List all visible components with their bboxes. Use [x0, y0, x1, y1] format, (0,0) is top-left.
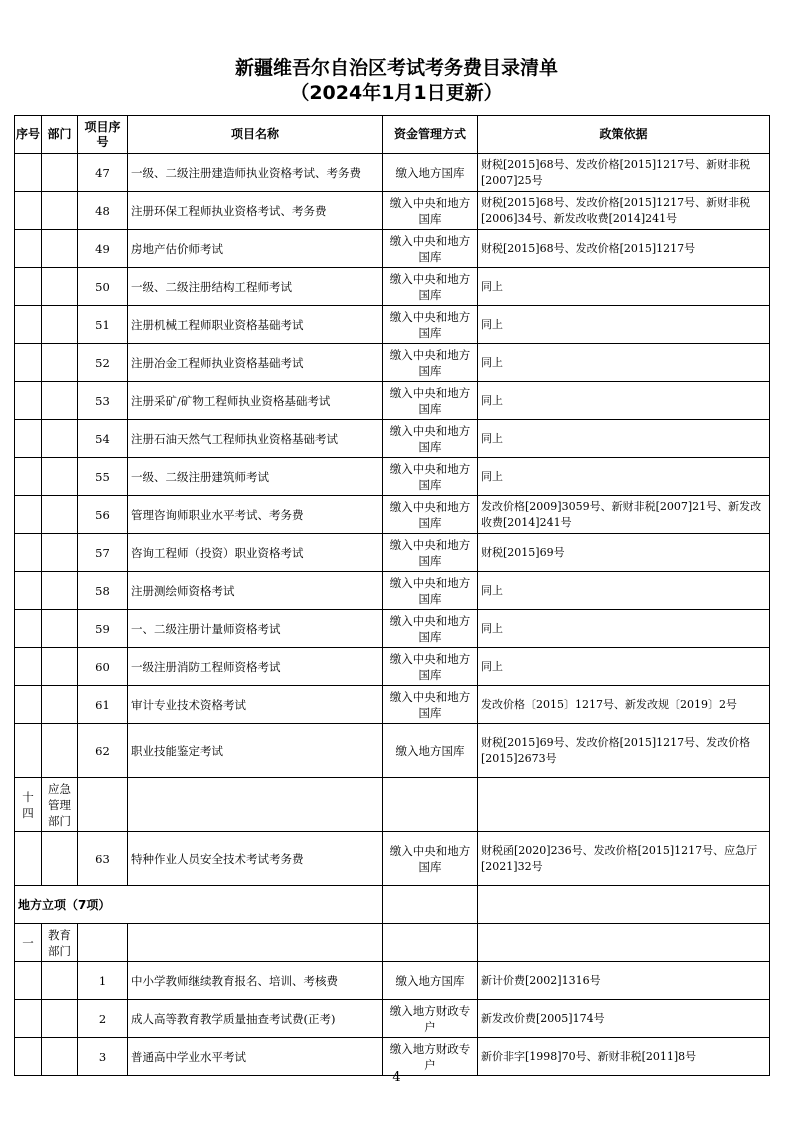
fee-catalog-table [14, 115, 770, 1076]
document-title: 新疆维吾尔自治区考试考务费目录清单 [234, 57, 558, 79]
fund-method: 缴入地方财政专户 [383, 1000, 478, 1038]
fund-method: 缴入中央和地方国库 [383, 382, 478, 420]
item-no: 52 [78, 344, 128, 382]
table-row [15, 344, 770, 382]
header-dept: 部门 [42, 116, 78, 154]
item-name: 一级、二级注册建造师执业资格考试、考务费 [128, 154, 383, 192]
item-no: 57 [78, 534, 128, 572]
item-name: 一、二级注册计量师资格考试 [128, 610, 383, 648]
fund-method: 缴入中央和地方国库 [383, 610, 478, 648]
policy-basis: 财税[2015]68号、发改价格[2015]1217号、新财非税[2007]25号 [478, 154, 770, 192]
policy-basis: 发改价格[2009]3059号、新财非税[2007]21号、新发改收费[2014]241号 [478, 496, 770, 534]
item-no: 50 [78, 268, 128, 306]
fund-method: 缴入中央和地方国库 [383, 496, 478, 534]
item-no: 1 [78, 962, 128, 1000]
item-name: 成人高等教育教学质量抽查考试费(正考) [128, 1000, 383, 1038]
document-subtitle-date: （2024年1月1日更新） [290, 82, 503, 104]
item-no: 3 [78, 1038, 128, 1076]
policy-basis: 同上 [478, 344, 770, 382]
section-seq: 十四 [15, 778, 42, 832]
item-name: 注册冶金工程师执业资格基础考试 [128, 344, 383, 382]
header-fund: 资金管理方式 [383, 116, 478, 154]
item-name: 注册采矿/矿物工程师执业资格基础考试 [128, 382, 383, 420]
local-items-header-row [15, 886, 770, 924]
policy-basis: 财税[2015]68号、发改价格[2015]1217号 [478, 230, 770, 268]
item-name: 注册环保工程师执业资格考试、考务费 [128, 192, 383, 230]
table-row [15, 686, 770, 724]
fund-method: 缴入中央和地方国库 [383, 268, 478, 306]
header-seq: 序号 [15, 116, 42, 154]
policy-basis: 财税函[2020]236号、发改价格[2015]1217号、应急厅[2021]32号 [478, 832, 770, 886]
fund-method: 缴入地方国库 [383, 724, 478, 778]
table-row [15, 306, 770, 344]
policy-basis: 同上 [478, 268, 770, 306]
item-name: 管理咨询师职业水平考试、考务费 [128, 496, 383, 534]
policy-basis: 财税[2015]68号、发改价格[2015]1217号、新财非税[2006]34号、新发改收费[2014]241号 [478, 192, 770, 230]
table-row [15, 382, 770, 420]
table-row [15, 268, 770, 306]
item-name: 注册石油天然气工程师执业资格基础考试 [128, 420, 383, 458]
item-no: 47 [78, 154, 128, 192]
item-no: 61 [78, 686, 128, 724]
section-dept: 教育部门 [42, 924, 78, 962]
section-row-emergency [15, 778, 770, 832]
table-row [15, 648, 770, 686]
item-name: 职业技能鉴定考试 [128, 724, 383, 778]
section-seq: 一 [15, 924, 42, 962]
table-row [15, 192, 770, 230]
table-row [15, 610, 770, 648]
item-name: 注册机械工程师职业资格基础考试 [128, 306, 383, 344]
policy-basis: 财税[2015]69号 [478, 534, 770, 572]
fund-method: 缴入中央和地方国库 [383, 572, 478, 610]
policy-basis: 财税[2015]69号、发改价格[2015]1217号、发改价格[2015]2673号 [478, 724, 770, 778]
item-name: 一级、二级注册结构工程师考试 [128, 268, 383, 306]
fund-method: 缴入中央和地方国库 [383, 420, 478, 458]
fund-method: 缴入地方国库 [383, 154, 478, 192]
item-name: 注册测绘师资格考试 [128, 572, 383, 610]
page-number: 4 [392, 1070, 401, 1085]
header-policy: 政策依据 [478, 116, 770, 154]
item-no: 59 [78, 610, 128, 648]
item-name: 中小学教师继续教育报名、培训、考核费 [128, 962, 383, 1000]
header-name: 项目名称 [128, 116, 383, 154]
table-row [15, 724, 770, 778]
item-name: 房地产估价师考试 [128, 230, 383, 268]
table-row [15, 154, 770, 192]
policy-basis: 新发改价费[2005]174号 [478, 1000, 770, 1038]
fund-method: 缴入地方国库 [383, 962, 478, 1000]
table-row [15, 534, 770, 572]
policy-basis: 同上 [478, 648, 770, 686]
item-no: 55 [78, 458, 128, 496]
policy-basis: 同上 [478, 420, 770, 458]
fund-method: 缴入中央和地方国库 [383, 344, 478, 382]
item-name: 普通高中学业水平考试 [128, 1038, 383, 1076]
fund-method: 缴入地方财政专户 [383, 1038, 478, 1076]
local-items-header: 地方立项（7项） [15, 886, 383, 924]
table-row [15, 962, 770, 1000]
header-item-no: 项目序号 [78, 116, 128, 154]
fund-method: 缴入中央和地方国库 [383, 686, 478, 724]
item-no: 2 [78, 1000, 128, 1038]
fund-method: 缴入中央和地方国库 [383, 192, 478, 230]
table-row [15, 832, 770, 886]
item-no: 53 [78, 382, 128, 420]
fund-method: 缴入中央和地方国库 [383, 534, 478, 572]
policy-basis: 同上 [478, 610, 770, 648]
policy-basis: 同上 [478, 306, 770, 344]
fund-method: 缴入中央和地方国库 [383, 306, 478, 344]
policy-basis: 同上 [478, 382, 770, 420]
fund-method: 缴入中央和地方国库 [383, 648, 478, 686]
section-dept: 应急管理部门 [42, 778, 78, 832]
item-name: 审计专业技术资格考试 [128, 686, 383, 724]
header-row [15, 116, 770, 154]
item-no: 54 [78, 420, 128, 458]
table-row [15, 458, 770, 496]
table-row [15, 1000, 770, 1038]
fund-method: 缴入中央和地方国库 [383, 458, 478, 496]
item-no: 48 [78, 192, 128, 230]
item-no: 56 [78, 496, 128, 534]
item-name: 一级注册消防工程师资格考试 [128, 648, 383, 686]
policy-basis: 发改价格〔2015〕1217号、新发改规〔2019〕2号 [478, 686, 770, 724]
item-no: 51 [78, 306, 128, 344]
fund-method: 缴入中央和地方国库 [383, 832, 478, 886]
table-row [15, 230, 770, 268]
item-no: 49 [78, 230, 128, 268]
table-row [15, 496, 770, 534]
policy-basis: 新价非字[1998]70号、新财非税[2011]8号 [478, 1038, 770, 1076]
item-no: 63 [78, 832, 128, 886]
item-name: 一级、二级注册建筑师考试 [128, 458, 383, 496]
item-no: 60 [78, 648, 128, 686]
policy-basis: 新计价费[2002]1316号 [478, 962, 770, 1000]
fund-method: 缴入中央和地方国库 [383, 230, 478, 268]
policy-basis: 同上 [478, 458, 770, 496]
item-name: 咨询工程师（投资）职业资格考试 [128, 534, 383, 572]
item-no: 58 [78, 572, 128, 610]
policy-basis: 同上 [478, 572, 770, 610]
item-name: 特种作业人员安全技术考试考务费 [128, 832, 383, 886]
table-row [15, 420, 770, 458]
section-row-education [15, 924, 770, 962]
item-no: 62 [78, 724, 128, 778]
table-row [15, 572, 770, 610]
